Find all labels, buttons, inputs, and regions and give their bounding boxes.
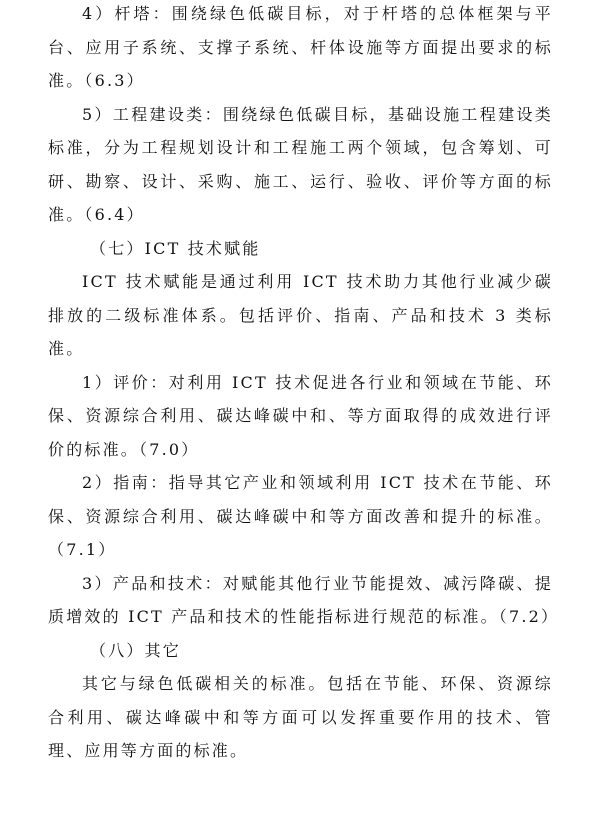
paragraph-engineering-construction: 5）工程建设类：围绕绿色低碳目标，基础设施工程建设类标准，分为工程规划设计和工程施工两个领域，包含筹划、可研、勘察、设计、采购、施工、运行、验收、评价等方面的标准。（6.4） bbox=[48, 104, 553, 224]
paragraph-evaluation: 1）评价：对利用 ICT 技术促进各行业和领域在节能、环保、资源综合利用、碳达峰碳中和、等方面取得的成效进行评价的标准。（7.0） bbox=[48, 372, 553, 459]
section-heading-ict-enablement: （七）ICT 技术赋能 bbox=[90, 238, 261, 258]
paragraph-products-technology: 3）产品和技术：对赋能其他行业节能提效、减污降碳、提质增效的 ICT 产品和技术的性能指标进行规范的标准。（7.2） bbox=[48, 573, 560, 626]
section-heading-others: （八）其它 bbox=[90, 640, 182, 660]
paragraph-tower: 4）杆塔：围绕绿色低碳目标，对于杆塔的总体框架与平台、应用子系统、支撑子系统、杆体设施等方面提出要求的标准。（6.3） bbox=[48, 4, 553, 90]
paragraph-others: 其它与绿色低碳相关的标准。包括在节能、环保、资源综合利用、碳达峰碳中和等方面可以发挥重要作用的技术、管理、应用等方面的标准。 bbox=[48, 674, 553, 760]
document-body bbox=[48, 0, 560, 768]
paragraph-guide: 2）指南：指导其它产业和领域利用 ICT 技术在节能、环保、资源综合利用、碳达峰碳中和等方面改善和提升的标准。（7.1） bbox=[48, 473, 553, 559]
paragraph-ict-intro: ICT 技术赋能是通过利用 ICT 技术助力其他行业减少碳排放的二级标准体系。包括评价、指南、产品和技术 3 类标准。 bbox=[48, 272, 553, 358]
